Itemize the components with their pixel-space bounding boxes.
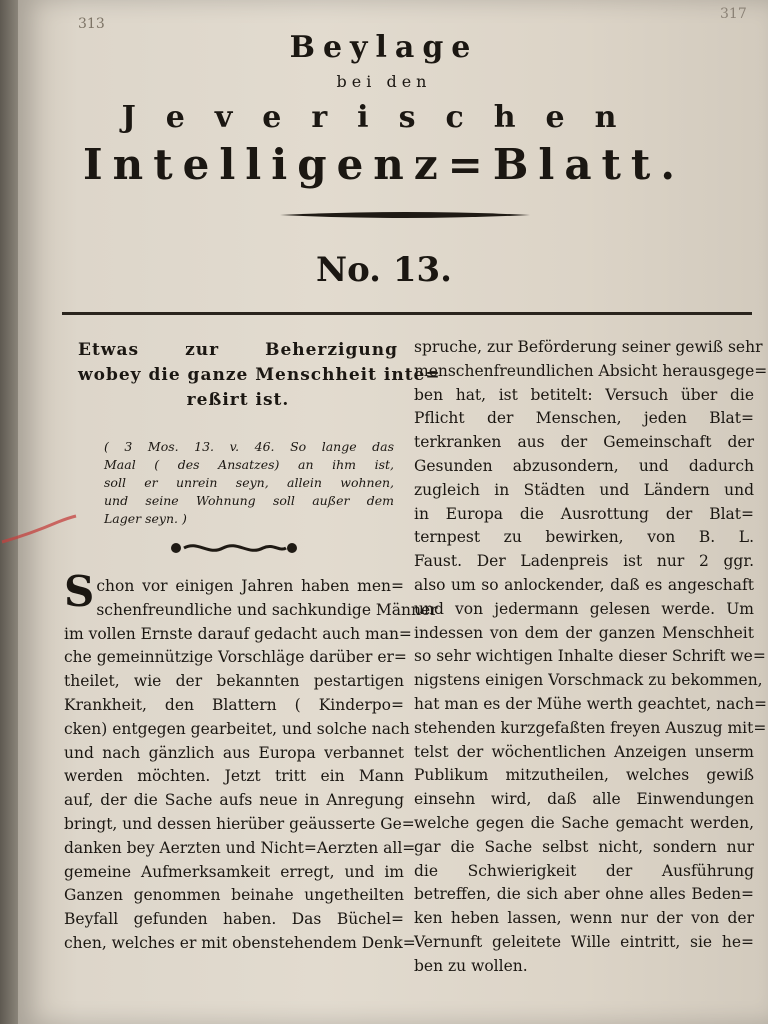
- text-line: ben zu wollen.: [414, 956, 528, 975]
- drop-cap: S: [64, 567, 95, 616]
- text-line: hat man es der Mühe werth geachtet, nach=: [414, 694, 767, 713]
- masthead-jeverischen: Jeverischen: [121, 100, 647, 135]
- text-line: Krankheit, den Blattern ( Kinderpo=: [64, 695, 404, 714]
- article-heading: [78, 338, 441, 413]
- text-line: einsehn wird, daß alle Einwendungen: [414, 790, 754, 809]
- text-line: auf, der die Sache aufs neue in Anregung: [64, 791, 404, 810]
- text-line: Gesunden abzusondern, und dadurch: [414, 456, 754, 475]
- text-line: chon vor einigen Jahren haben men=: [96, 577, 404, 595]
- text-line: werden möchten. Jetzt tritt ein Mann: [64, 767, 404, 786]
- right-column: [414, 336, 768, 979]
- text-line: und nach gänzlich aus Europa verbannet: [64, 743, 404, 762]
- text-line: bringt, und dessen hierüber geäusserte Ge=: [64, 814, 415, 833]
- issue-number: No. 13.: [316, 250, 452, 290]
- scripture-line: ( 3 Mos. 13. v. 46. So lange das: [104, 439, 394, 454]
- text-line: Vernunft geleitete Wille eintritt, sie he=: [414, 932, 754, 951]
- masthead-beylage: Beylage: [289, 30, 479, 65]
- ornament-divider: [168, 540, 298, 556]
- text-line: menschenfreundlichen Absicht herausgege=: [414, 361, 768, 380]
- text-line: cken) entgegen gearbeitet, und solche nach: [64, 719, 410, 738]
- scripture-line: und seine Wohnung soll außer dem: [104, 493, 394, 508]
- text-line: welche gegen die Sache gemacht werden,: [414, 813, 754, 832]
- text-line: ken heben lassen, wenn nur der von der: [414, 909, 754, 928]
- text-line: nigstens einigen Vorschmack zu bekommen,: [414, 671, 763, 690]
- ornamental-rule: [280, 210, 530, 220]
- scripture-line: soll er unrein seyn, allein wohnen,: [104, 475, 394, 490]
- text-line: Ganzen genommen beinahe ungetheilten: [64, 886, 404, 905]
- left-column: [64, 567, 438, 956]
- red-pencil-mark: [0, 508, 80, 548]
- text-line: Pflicht der Menschen, jeden Blat=: [414, 409, 754, 428]
- text-line: betreffen, die sich aber ohne alles Beden=: [414, 885, 754, 904]
- text-line: indessen von dem der ganzen Menschheit: [414, 623, 754, 642]
- header-rule: [62, 312, 752, 315]
- masthead-bei-den: bei den: [336, 72, 432, 91]
- scripture-quote: [104, 438, 394, 528]
- text-line: spruche, zur Beförderung seiner gewiß sehr: [414, 338, 763, 356]
- text-line: schenfreundliche und sachkundige Männer: [96, 600, 438, 619]
- text-line: im vollen Ernste darauf gedacht auch man=: [64, 624, 412, 643]
- masthead-title: Intelligenz=Blatt.: [83, 140, 685, 189]
- heading-line: reßirt ist.: [186, 390, 290, 410]
- text-line: che gemeinnützige Vorschläge darüber er=: [64, 648, 407, 667]
- heading-line: wobey die ganze Menschheit inte=: [78, 365, 441, 385]
- scripture-line: Maal ( des Ansatzes) an ihm ist,: [104, 457, 394, 472]
- text-line: in Europa die Ausrottung der Blat=: [414, 504, 754, 523]
- text-line: theilet, wie der bekannten pestartigen: [64, 672, 404, 691]
- text-line: ben hat, ist betitelt: Versuch über die: [414, 385, 754, 404]
- text-line: und von jedermann gelesen werde. Um: [414, 599, 754, 618]
- text-line: terkranken aus der Gemeinschaft der: [414, 433, 754, 452]
- scripture-line: Lager seyn. ): [104, 511, 187, 526]
- page-number-right: 317: [720, 6, 747, 22]
- text-line: zugleich in Städten und Ländern und: [414, 480, 754, 499]
- text-line: so sehr wichtigen Inhalte dieser Schrift we=: [414, 647, 766, 666]
- text-line: Publikum mitzutheilen, welches gewiß: [414, 766, 754, 785]
- text-line: Beyfall gefunden haben. Das Büchel=: [64, 910, 404, 929]
- text-line: stehenden kurzgefaßten freyen Auszug mit=: [414, 718, 767, 737]
- text-line: telst der wöchentlichen Anzeigen unserm: [414, 742, 754, 761]
- text-line: Faust. Der Ladenpreis ist nur 2 ggr.: [414, 552, 754, 571]
- text-line: gemeine Aufmerksamkeit erregt, und im: [64, 862, 404, 881]
- heading-line: Etwas zur Beherzigung: [78, 340, 398, 360]
- text-line: gar die Sache selbst nicht, sondern nur: [414, 837, 754, 856]
- page-number-left: 313: [78, 16, 105, 32]
- text-line: chen, welches er mit obenstehendem Denk=: [64, 933, 416, 952]
- text-line: also um so anlockender, daß es angeschaft: [414, 575, 754, 594]
- text-line: die Schwierigkeit der Ausführung: [414, 861, 754, 880]
- text-line: ternpest zu bewirken, von B. L.: [414, 528, 754, 547]
- text-line: danken bey Aerzten und Nicht=Aerzten all=: [64, 838, 416, 857]
